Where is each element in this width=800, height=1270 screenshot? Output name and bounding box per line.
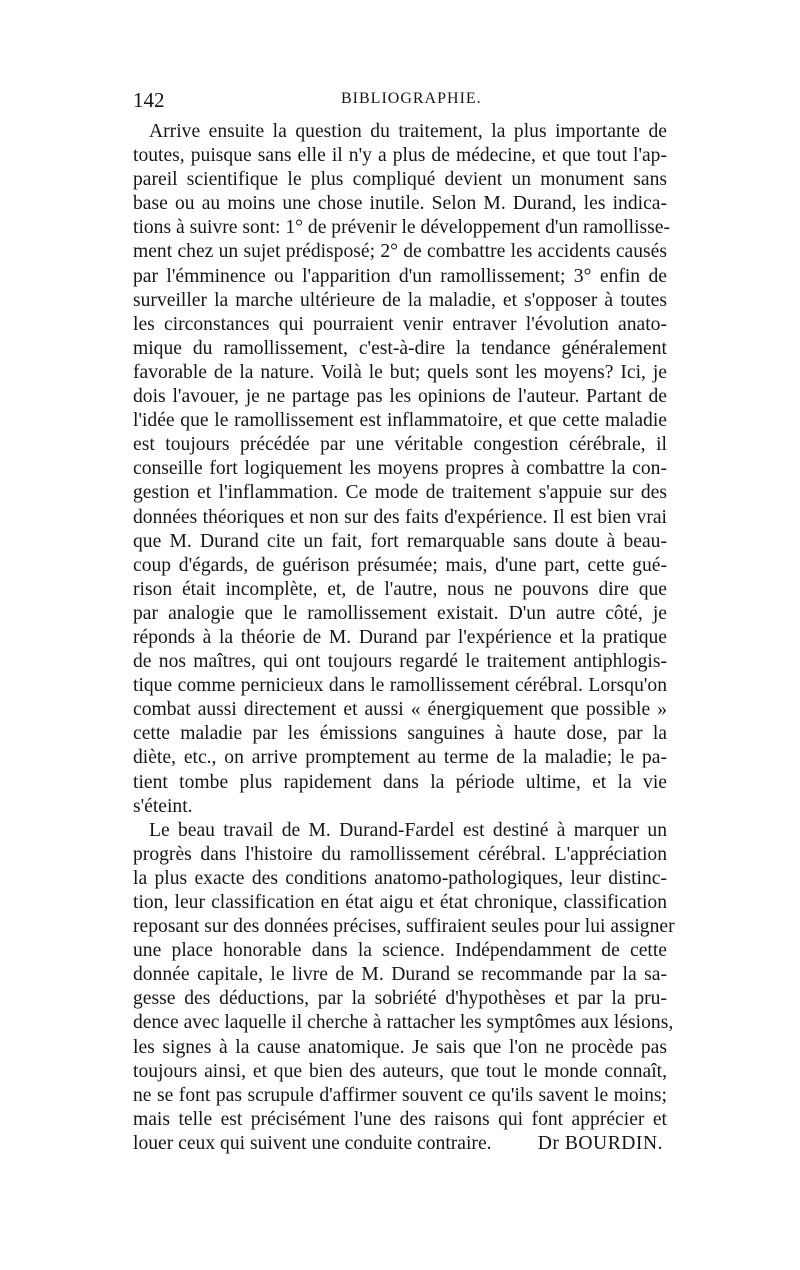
text-line: toutes, puisque sans elle il n'y a plus de médecine, et que tout l'ap- (133, 145, 667, 167)
text-line: s'éteint. (133, 795, 193, 817)
text-line: tions à suivre sont: 1° de prévenir le développement d'un ramollisse- (133, 217, 671, 239)
text-line: donnée capitale, le livre de M. Durand se recommande par la sa- (133, 964, 667, 986)
text-line: de nos maîtres, qui ont toujours regardé le traitement antiphlogis- (133, 651, 667, 673)
author-signature: Dr BOURDIN. (537, 1132, 663, 1154)
text-line: l'idée que le ramollissement est inflammatoire, et que cette maladie (133, 410, 667, 432)
text-line: reposant sur des données précises, suffiraient seules pour lui assigner (133, 916, 675, 938)
text-line: tient tombe plus rapidement dans la période ultime, et la vie (133, 771, 667, 793)
text-line: ne se font pas scrupule d'affirmer souvent ce qu'ils savent le moins; (133, 1084, 667, 1106)
text-line: Le beau travail de M. Durand-Fardel est destiné à marquer un (149, 819, 667, 841)
text-line: coup d'égards, de guérison présumée; mais, d'une part, cette gué- (133, 554, 667, 576)
paragraph-treatment (133, 120, 671, 819)
text-line: conseille fort logiquement les moyens propres à combattre la con- (133, 458, 667, 480)
paragraph-conclusion (133, 819, 675, 1156)
text-line: diète, etc., on arrive promptement au terme de la maladie; le pa- (133, 747, 667, 769)
page-number: 142 (133, 88, 165, 112)
text-line: tion, leur classification en état aigu et état chronique, classification (133, 892, 667, 913)
text-line: progrès dans l'histoire du ramollissement cérébral. L'appréciation (133, 843, 667, 865)
text-line: favorable de la nature. Voilà le but; quels sont les moyens? Ici, je (133, 361, 667, 383)
text-line: dois l'avouer, je ne partage pas les opinions de l'auteur. Partant de (133, 386, 667, 408)
text-line: gesse des déductions, par la sobriété d'hypothèses et par la pru- (133, 988, 667, 1010)
text-line: tique comme pernicieux dans le ramollissement cérébral. Lorsqu'on (133, 675, 667, 697)
text-line: mais telle est précisément l'une des raisons qui font apprécier et (133, 1108, 667, 1130)
text-line: réponds à la théorie de M. Durand par l'expérience et la pratique (133, 626, 667, 648)
text-line: les signes à la cause anatomique. Je sais que l'on ne procède pas (133, 1036, 667, 1058)
signature-line (133, 1132, 667, 1156)
text-line: par analogie que le ramollissement existait. D'un autre côté, je (133, 602, 667, 624)
text-line: par l'émminence ou l'apparition d'un ramollissement; 3° enfin de (133, 265, 667, 287)
text-line: gestion et l'inflammation. Ce mode de traitement s'appuie sur des (133, 482, 667, 504)
text-line: que M. Durand cite un fait, fort remarquable sans doute à beau- (133, 530, 667, 552)
text-line: la plus exacte des conditions anatomo-pathologiques, leur distinc- (133, 867, 667, 889)
text-line: mique du ramollissement, c'est-à-dire la tendance généralement (133, 337, 667, 359)
text-line: toujours ainsi, et que bien des auteurs, que tout le monde connaît, (133, 1060, 667, 1082)
text-line: cette maladie par les émissions sanguines à haute dose, par la (133, 723, 667, 745)
running-head (133, 88, 667, 120)
text-line: les circonstances qui pourraient venir entraver l'évolution anato- (133, 313, 667, 335)
text-line: base ou au moins une chose inutile. Selon M. Durand, les indica- (133, 193, 667, 215)
text-line: combat aussi directement et aussi « énergiquement que possible » (133, 699, 667, 721)
text-line: rison était incomplète, et, de l'autre, nous ne pouvons dire que (133, 578, 667, 600)
text-line: une place honorable dans la science. Indépendamment de cette (133, 940, 667, 962)
text-line: est toujours précédée par une véritable congestion cérébrale, il (133, 434, 667, 456)
text-line: données théoriques et non sur des faits d'expérience. Il est bien vrai (133, 506, 667, 528)
text-line: louer ceux qui suivent une conduite contraire. (133, 1132, 492, 1154)
text-line: ment chez un sujet prédisposé; 2° de combattre les accidents causés (133, 241, 667, 263)
text-line: Arrive ensuite la question du traitement, la plus importante de (149, 121, 667, 142)
text-line: dence avec laquelle il cherche à rattacher les symptômes aux lésions, (133, 1012, 674, 1034)
header-title: BIBLIOGRAPHIE. (341, 90, 482, 107)
book-page (133, 88, 675, 1156)
text-line: surveiller la marche ultérieure de la maladie, et s'opposer à toutes (133, 289, 667, 311)
text-line: pareil scientifique le plus compliqué devient un monument sans (133, 169, 667, 191)
